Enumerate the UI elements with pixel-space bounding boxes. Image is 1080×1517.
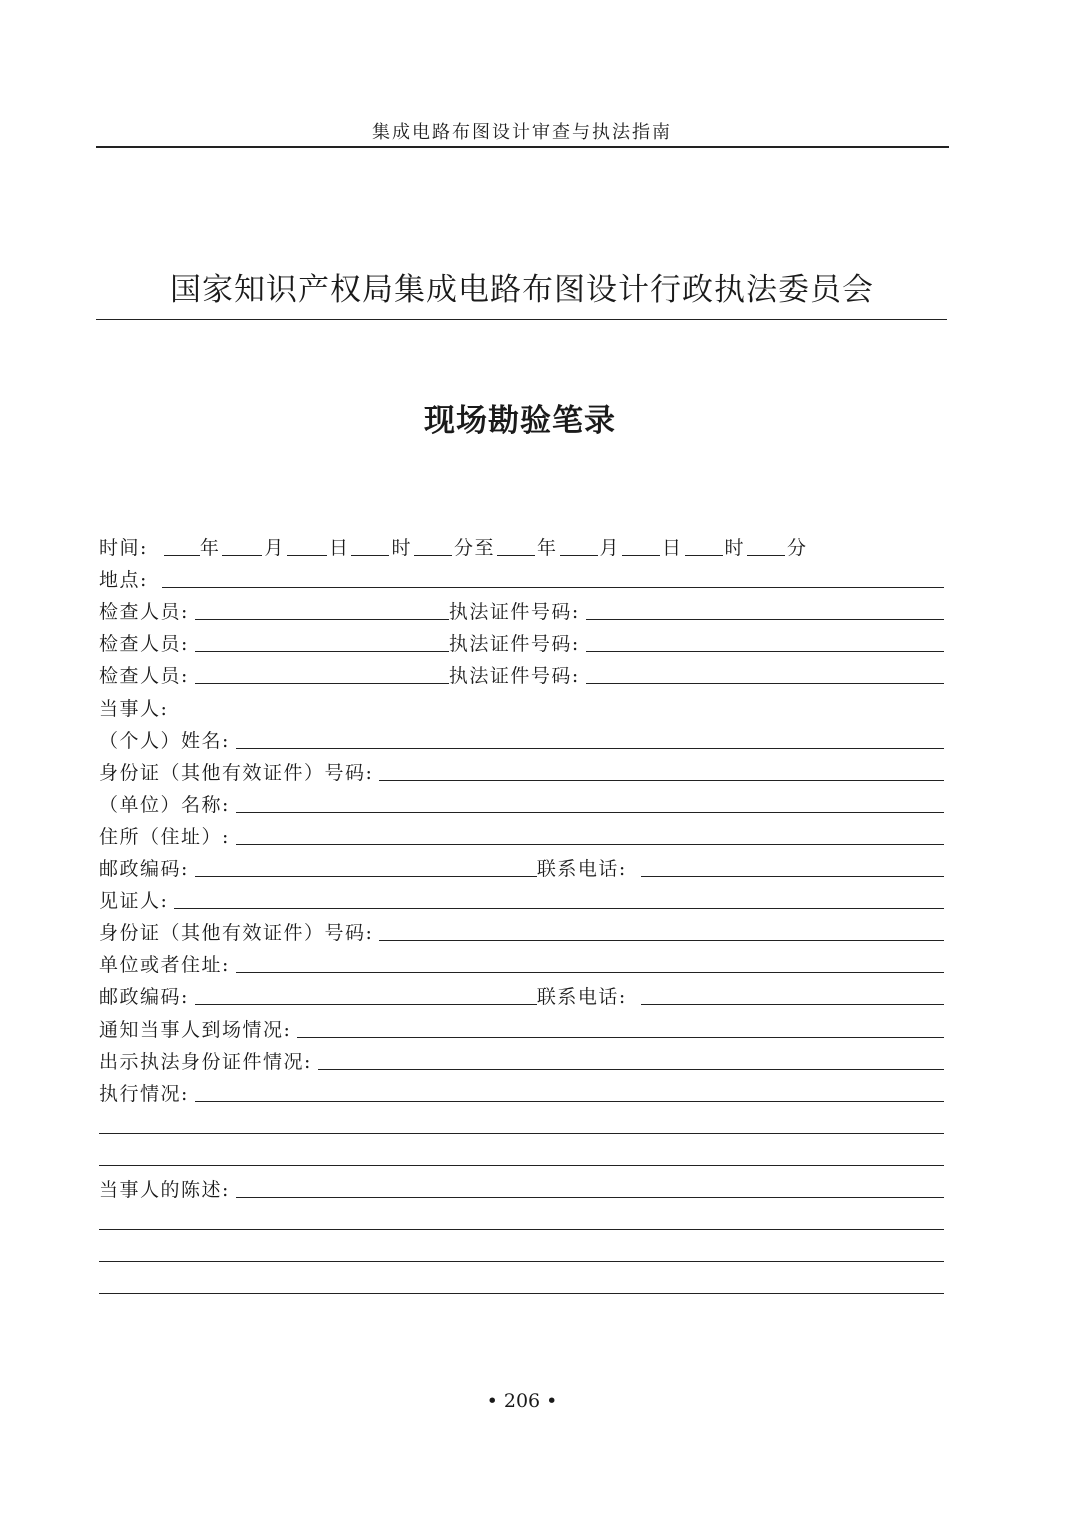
license-number-blank[interactable] [586, 663, 944, 684]
show-id-row [99, 1043, 944, 1075]
unit-name-row [99, 786, 944, 818]
witness-address-row [99, 946, 944, 978]
time-label: 时间: [99, 537, 148, 560]
end-day-unit: 日 [662, 537, 683, 560]
start-day-unit: 日 [328, 537, 350, 560]
statement-label: 当事人的陈述: [99, 1178, 230, 1201]
show-id-label: 出示执法身份证件情况: [99, 1050, 312, 1073]
statement-blank-4[interactable] [99, 1273, 944, 1294]
witness-id-blank[interactable] [379, 920, 944, 941]
start-year-unit: 年 [199, 537, 221, 560]
start-day-blank[interactable] [287, 535, 327, 556]
statement-blank-2[interactable] [99, 1209, 944, 1230]
party-id-label: 身份证（其他有效证件）号码: [99, 761, 374, 784]
person-name-row [99, 722, 944, 754]
notice-row [99, 1010, 944, 1042]
execution-row [99, 1075, 944, 1107]
witness-contact-row [99, 978, 944, 1010]
document-title: 现场勘验笔录 [424, 403, 616, 439]
inspector-label: 检查人员: [99, 633, 189, 656]
end-month-unit: 月 [599, 537, 621, 560]
start-minute-to: 分至 [453, 537, 495, 560]
notice-blank[interactable] [297, 1017, 944, 1038]
end-month-blank[interactable] [560, 535, 598, 556]
license-label: 执法证件号码: [448, 601, 580, 624]
party-postcode-blank[interactable] [195, 856, 537, 877]
license-label: 执法证件号码: [448, 633, 580, 656]
party-heading: 当事人: [99, 697, 169, 720]
party-phone-label: 联系电话: [536, 858, 627, 881]
end-minute-blank[interactable] [747, 535, 785, 556]
witness-address-label: 单位或者住址: [99, 954, 230, 977]
end-hour-blank[interactable] [685, 535, 723, 556]
end-year-blank[interactable] [497, 535, 535, 556]
witness-postcode-label: 邮政编码: [99, 986, 189, 1009]
running-header: 集成电路布图设计审查与执法指南 [372, 122, 672, 143]
statement-line-3 [99, 1235, 944, 1267]
witness-label: 见证人: [99, 890, 169, 913]
license-number-blank[interactable] [586, 631, 944, 652]
execution-blank-3[interactable] [99, 1145, 944, 1166]
inspector-name-blank[interactable] [195, 663, 449, 684]
statement-row [99, 1171, 944, 1203]
execution-line-2 [99, 1107, 944, 1139]
person-name-label: （个人）姓名: [99, 729, 230, 752]
start-hour-unit: 时 [391, 537, 412, 560]
time-row [99, 529, 944, 561]
license-label: 执法证件号码: [448, 665, 580, 688]
inspector-label: 检查人员: [99, 665, 189, 688]
inspector-name-blank[interactable] [195, 599, 449, 620]
show-id-blank[interactable] [318, 1049, 944, 1070]
statement-blank-3[interactable] [99, 1241, 944, 1262]
unit-name-blank[interactable] [236, 792, 944, 813]
witness-id-label: 身份证（其他有效证件）号码: [99, 922, 374, 945]
location-label: 地点: [99, 569, 148, 592]
statement-blank[interactable] [236, 1177, 944, 1198]
start-minute-blank[interactable] [414, 535, 452, 556]
party-postcode-label: 邮政编码: [99, 858, 189, 881]
party-phone-blank[interactable] [641, 856, 944, 877]
inspector-row-1 [99, 593, 944, 625]
witness-phone-blank[interactable] [641, 984, 944, 1005]
party-id-blank[interactable] [379, 760, 944, 781]
residence-row [99, 818, 944, 850]
execution-blank-2[interactable] [99, 1113, 944, 1134]
organization-rule [96, 319, 947, 320]
witness-row [99, 882, 944, 914]
header-rule [96, 146, 949, 148]
witness-phone-label: 联系电话: [536, 986, 627, 1009]
statement-line-2 [99, 1203, 944, 1235]
residence-blank[interactable] [236, 824, 944, 845]
license-number-blank[interactable] [586, 599, 944, 620]
inspector-label: 检查人员: [99, 601, 189, 624]
witness-postcode-blank[interactable] [195, 984, 537, 1005]
end-year-unit: 年 [536, 537, 558, 560]
execution-label: 执行情况: [99, 1082, 189, 1105]
notice-label: 通知当事人到场情况: [99, 1018, 292, 1041]
party-heading-row [99, 689, 944, 721]
witness-address-blank[interactable] [236, 952, 944, 973]
inspector-row-3 [99, 657, 944, 689]
end-minute-unit: 分 [787, 537, 808, 560]
end-hour-unit: 时 [724, 537, 746, 560]
start-hour-blank[interactable] [351, 535, 389, 556]
start-year-blank[interactable] [164, 535, 200, 556]
organization-title: 国家知识产权局集成电路布图设计行政执法委员会 [170, 272, 874, 308]
unit-name-label: （单位）名称: [99, 793, 230, 816]
location-row [99, 561, 944, 593]
location-blank[interactable] [162, 567, 944, 588]
inspection-form [99, 529, 944, 1299]
execution-line-3 [99, 1139, 944, 1171]
party-contact-row [99, 850, 944, 882]
execution-blank[interactable] [195, 1081, 944, 1102]
party-id-row [99, 754, 944, 786]
person-name-blank[interactable] [236, 728, 944, 749]
residence-label: 住所（住址）: [99, 825, 230, 848]
page-number: • 206 • [486, 1390, 558, 1412]
inspector-name-blank[interactable] [195, 631, 449, 652]
witness-blank[interactable] [174, 888, 944, 909]
statement-line-4 [99, 1267, 944, 1299]
start-month-blank[interactable] [222, 535, 262, 556]
start-month-unit: 月 [264, 537, 285, 560]
witness-id-row [99, 914, 944, 946]
end-day-blank[interactable] [622, 535, 660, 556]
inspector-row-2 [99, 625, 944, 657]
